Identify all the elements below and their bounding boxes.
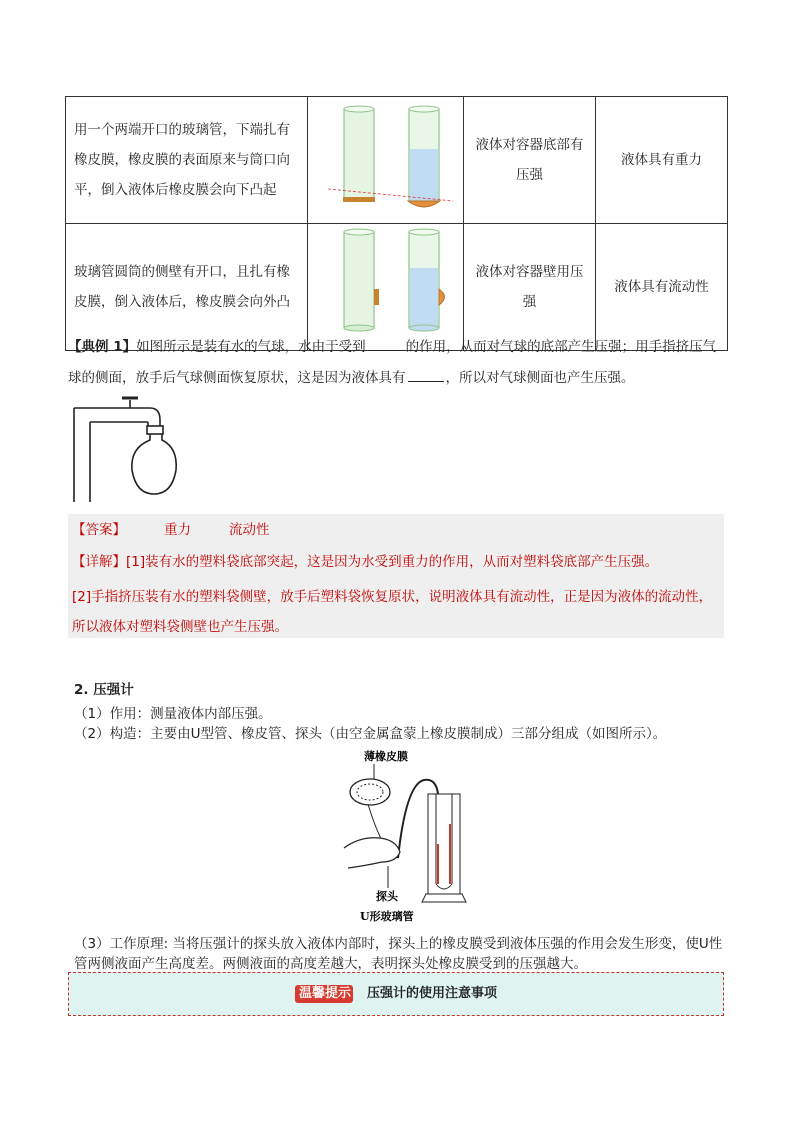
- section-para-3: （3）工作原理: 当将压强计的探头放入液体内部时，探头上的橡皮膜受到液体压强的作用会发生形变，使U性管两侧液面产生高度差。两侧液面的高度差越大，表明探头处橡皮膜受到的压强越大。: [74, 936, 723, 972]
- tube-side-figure: [308, 224, 463, 339]
- label-utube: U形玻璃管: [360, 910, 414, 923]
- detail-label: 【详解】: [72, 554, 126, 570]
- label-membrane: 薄橡皮膜: [364, 750, 408, 763]
- answer-value-1: 重力: [164, 522, 191, 538]
- row1-description: 用一个两端开口的玻璃管，下端扎有橡皮膜，橡皮膜的表面原来与筒口向平，倒入液体后橡皮膜会向下凸起: [66, 97, 308, 224]
- section-title: 2. 压强计: [74, 682, 134, 698]
- answer-blank-2: [408, 367, 444, 382]
- answer-line: [72, 520, 270, 540]
- row2-phenomenon: 液体对容器壁用压强: [464, 224, 596, 351]
- section-para-2: （2）构造：主要由U型管、橡皮管、探头（由空金属盒蒙上橡皮膜制成）三部分组成（如图所示）。: [74, 726, 667, 742]
- experiment-table: [65, 96, 728, 351]
- example-prefix: 【典例 1】: [68, 339, 137, 355]
- tip-text: 压强计的使用注意事项: [367, 986, 498, 1001]
- section-para-1: （1）作用：测量液体内部压强。: [74, 706, 272, 722]
- answer-value-2: 流动性: [229, 522, 270, 538]
- label-probe: 探头: [376, 890, 398, 903]
- manometer-figure: [340, 744, 480, 924]
- row1-phenomenon: 液体对容器底部有压强: [464, 97, 596, 224]
- example-text-2: 的作用，从而对气球的底部产生压强；用手指挤压气球的侧面，放手后气球侧面恢复原状，这是因为液体具有: [68, 339, 717, 386]
- tip-box: [68, 972, 724, 1016]
- row1-reason: 液体具有重力: [596, 97, 728, 224]
- table-row: [66, 97, 728, 224]
- answer-blank-1: [368, 336, 404, 351]
- detail-text-2: [2]手指挤压装有水的塑料袋侧壁，放手后塑料袋恢复原状，说明液体具有流动性，正是因为液体的流动性，所以液体对塑料袋侧壁也产生压强。: [72, 589, 713, 635]
- water-balloon-figure: [68, 390, 188, 508]
- detail-line-1: [72, 552, 658, 572]
- example-text-1: 如图所示是装有水的气球，水由于受到: [136, 339, 366, 355]
- example-text-3: ，所以对气球侧面也产生压强。: [445, 370, 635, 386]
- example-question: [68, 332, 728, 394]
- tip-badge: 温馨提示: [295, 985, 353, 1003]
- answer-label: 【答案】: [72, 522, 126, 538]
- row1-figure: [308, 97, 464, 224]
- row2-reason: 液体具有流动性: [596, 224, 728, 351]
- tube-bottom-figure: [308, 97, 463, 212]
- detail-text-1: [1]装有水的塑料袋底部突起，这是因为水受到重力的作用，从而对塑料袋底部产生压强。: [126, 554, 659, 570]
- answer-box: [68, 514, 724, 638]
- row2-description: 玻璃管圆筒的侧壁有开口，且扎有橡皮膜，倒入液体后，橡皮膜会向外凸: [66, 224, 308, 351]
